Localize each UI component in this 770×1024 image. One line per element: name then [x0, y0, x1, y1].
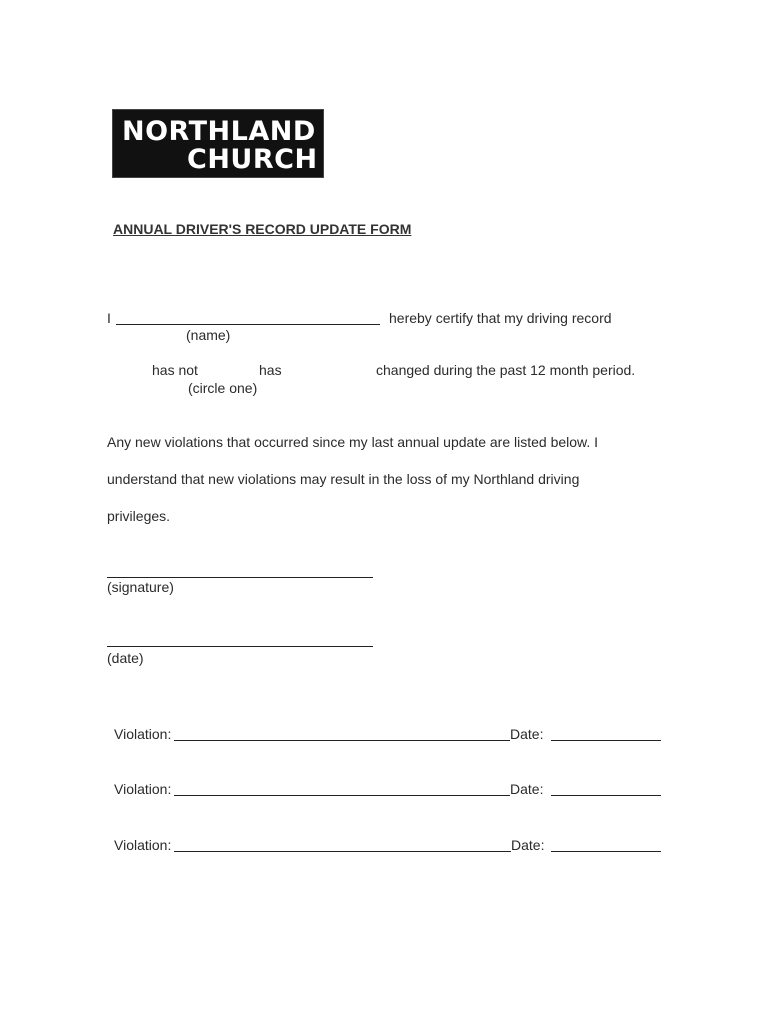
violation-date-label: Date:: [511, 837, 545, 853]
option-has[interactable]: has: [259, 362, 282, 378]
violation-field[interactable]: [174, 851, 511, 852]
violation-date-field[interactable]: [551, 795, 661, 796]
date-field[interactable]: [107, 646, 373, 647]
paragraph-line-1: Any new violations that occurred since my last annual update are listed below. I: [107, 434, 599, 450]
logo-text-line2: CHURCH: [187, 144, 318, 175]
violation-date-label: Date:: [510, 781, 544, 797]
name-field[interactable]: [116, 324, 380, 325]
changed-text: changed during the past 12 month period.: [376, 362, 636, 378]
northland-church-logo: [112, 109, 324, 178]
signature-field[interactable]: [107, 577, 373, 578]
violation-label: Violation:: [114, 781, 172, 797]
violation-label: Violation:: [114, 726, 172, 742]
certify-suffix: hereby certify that my driving record: [389, 310, 612, 326]
name-caption: (name): [186, 327, 231, 343]
paragraph-line-2: understand that new violations may result in the loss of my Northland driving: [107, 471, 580, 487]
violation-date-field[interactable]: [551, 851, 661, 852]
violation-field[interactable]: [174, 795, 510, 796]
form-title: ANNUAL DRIVER'S RECORD UPDATE FORM: [113, 221, 412, 237]
violation-date-field[interactable]: [551, 740, 661, 741]
date-caption: (date): [107, 650, 144, 666]
violation-date-label: Date:: [510, 726, 544, 742]
violation-label: Violation:: [114, 837, 172, 853]
signature-caption: (signature): [107, 579, 174, 595]
paragraph-line-3: privileges.: [107, 508, 171, 524]
violation-field[interactable]: [174, 740, 510, 741]
logo-text-line1: NORTHLAND: [122, 116, 316, 147]
option-has-not[interactable]: has not: [152, 362, 198, 378]
certify-prefix: I: [107, 310, 111, 326]
circle-one-caption: (circle one): [188, 380, 258, 396]
